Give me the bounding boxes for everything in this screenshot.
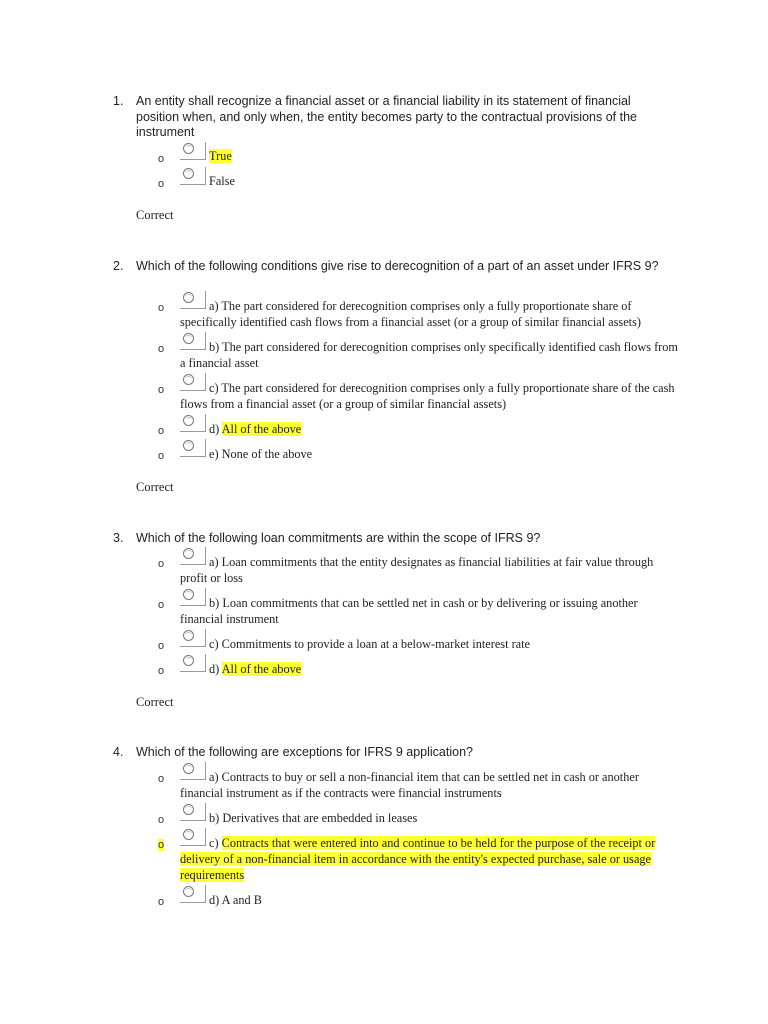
feedback-correct: Correct: [136, 480, 174, 494]
bullet: o: [158, 178, 165, 190]
option-label: All of the above: [221, 662, 302, 676]
option-prefix: d): [209, 893, 222, 907]
option-prefix: d): [209, 662, 222, 676]
bullet: o: [158, 450, 165, 462]
bullet: o: [158, 896, 165, 908]
option-label: Derivatives that are embedded in leases: [222, 811, 418, 825]
question-number: 3.: [113, 531, 124, 545]
question-number: 4.: [113, 745, 124, 759]
option-prefix: b): [209, 811, 223, 825]
question-text: An entity shall recognize a financial asset or a financial liability in its statement of financial position when, and only when, the entity becomes party to the contractual provisions of the instrument: [136, 94, 637, 139]
option-prefix: b): [209, 596, 223, 610]
bullet: o: [158, 599, 165, 611]
feedback-correct: Correct: [136, 695, 174, 709]
option-prefix: c): [209, 381, 222, 395]
option-prefix: a): [209, 555, 222, 569]
bullet: o: [158, 814, 165, 826]
option-label: Contracts that were entered into and continue to be held for the purpose of the receipt or delivery of a non-financial item in accordance with the entity's expected purchase, sale or usage requirements: [180, 836, 656, 882]
option-prefix: a): [209, 770, 222, 784]
option-prefix: d): [209, 422, 222, 436]
option-label: The part considered for derecognition comprises only a fully proportionate share of specifically identified cash flows from a financial asset (or a group of similar financial assets): [180, 299, 641, 329]
option-prefix: b): [209, 340, 223, 354]
bullet: o: [158, 773, 165, 785]
option-prefix: c): [209, 637, 222, 651]
option-prefix: c): [209, 836, 222, 850]
bullet: o: [158, 384, 165, 396]
option-label: The part considered for derecognition comprises only specifically identified cash flows from a financial asset: [180, 340, 678, 370]
bullet: o: [158, 343, 165, 355]
question-text: Which of the following are exceptions for IFRS 9 application?: [136, 745, 473, 759]
question-text: Which of the following conditions give rise to derecognition of a part of an asset under IFRS 9?: [136, 259, 659, 273]
option-label: Contracts to buy or sell a non-financial item that can be settled net in cash or another financial instrument as if the contracts were financial instruments: [180, 770, 639, 800]
option-label: All of the above: [221, 422, 302, 436]
option-label: False: [209, 174, 235, 188]
option-prefix: e): [209, 447, 222, 461]
bullet: o: [158, 558, 165, 570]
option-label: A and B: [221, 893, 262, 907]
question-text: Which of the following loan commitments are within the scope of IFRS 9?: [136, 531, 541, 545]
bullet: o: [158, 153, 165, 165]
bullet: o: [158, 665, 165, 677]
question-number: 2.: [113, 259, 124, 273]
option-label: Loan commitments that the entity designates as financial liabilities at fair value through profit or loss: [180, 555, 654, 585]
bullet: o: [158, 302, 165, 314]
option-label: Commitments to provide a loan at a below-market interest rate: [221, 637, 530, 651]
bullet: o: [158, 425, 165, 437]
option-label: True: [209, 149, 232, 163]
feedback-correct: Correct: [136, 208, 174, 222]
question-number: 1.: [113, 94, 124, 108]
bullet: o: [158, 640, 165, 652]
bullet: o: [158, 839, 165, 851]
option-label: None of the above: [221, 447, 313, 461]
option-prefix: a): [209, 299, 222, 313]
option-label: The part considered for derecognition comprises only a fully proportionate share of the cash flows from a financial asset (or a group of similar financial assets): [180, 381, 675, 411]
option-label: Loan commitments that can be settled net in cash or by delivering or issuing another financial instrument: [180, 596, 638, 626]
